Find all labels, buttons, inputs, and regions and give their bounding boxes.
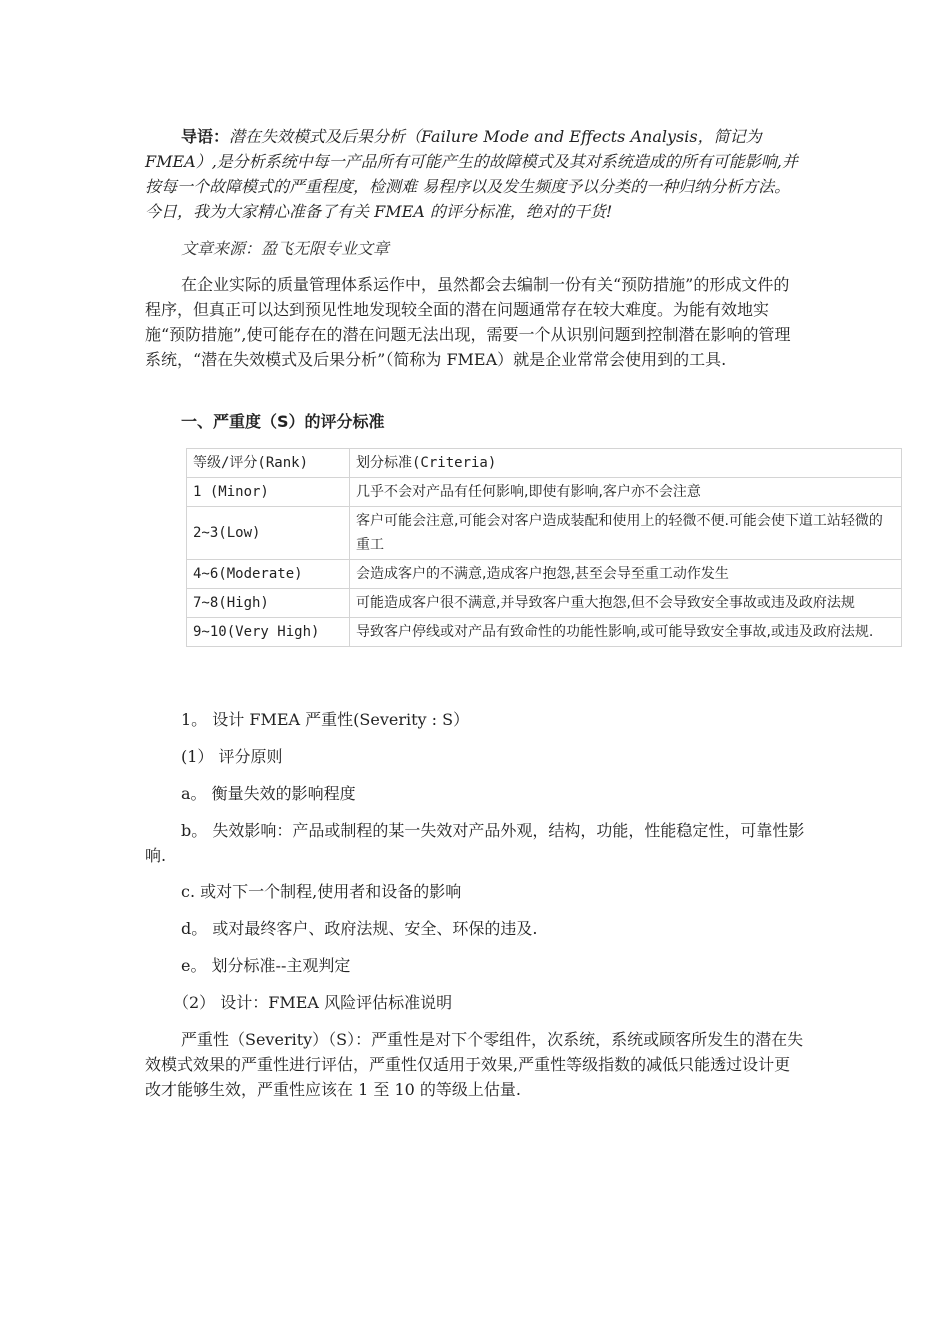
article-source: 文章来源：盈飞无限专业文章 (181, 239, 390, 258)
rank-cell: 9~10(Very High) (187, 618, 350, 647)
intro-paragraph (145, 124, 805, 224)
item-scoring-principle: (1） 评分原则 (181, 747, 283, 766)
body-paragraph-1: 在企业实际的质量管理体系运作中，虽然都会去编制一份有关“预防措施”的形成文件的程序，但真正可以达到预见性地发现较全面的潜在问题通常存在较大难度。为能有效地实施“预防措施”,使可能存在的潜在问题无法出现，需要一个从识别问题到控制潜在影响的管理系统，“潜在失效模式及后果分析”（简称为 FMEA）就是企业常常会使用到的工具. (145, 275, 791, 369)
criteria-cell: 客户可能会注意,可能会对客户造成装配和使用上的轻微不便.可能会使下道工站轻微的重工 (350, 507, 902, 560)
table-row (187, 478, 902, 507)
table-header-row (187, 449, 902, 478)
item-d: d。 或对最终客户、政府法规、安全、环保的违及. (181, 919, 538, 938)
severity-rank-table (186, 448, 902, 647)
table-row (187, 589, 902, 618)
rank-cell: 2~3(Low) (187, 507, 350, 560)
intro-label: 导语： (181, 127, 230, 146)
criteria-cell: 可能造成客户很不满意,并导致客户重大抱怨,但不会导致安全事故或违及政府法规 (350, 589, 902, 618)
table-row (187, 507, 902, 560)
item-design-risk-criteria: （2） 设计：FMEA 风险评估标准说明 (173, 993, 453, 1012)
section-heading-severity: 一、严重度（S）的评分标准 (181, 412, 385, 431)
item-c: c. 或对下一个制程,使用者和设备的影响 (181, 882, 462, 901)
criteria-cell: 导致客户停线或对产品有致命性的功能性影响,或可能导致安全事故,或违及政府法规. (350, 618, 902, 647)
criteria-cell: 会造成客户的不满意,造成客户抱怨,甚至会导至重工动作发生 (350, 560, 902, 589)
table-header-criteria: 划分标准(Criteria) (350, 449, 902, 478)
rank-cell: 4~6(Moderate) (187, 560, 350, 589)
table-header-rank: 等级/评分(Rank) (187, 449, 350, 478)
rank-cell: 1 (Minor) (187, 478, 350, 507)
item-a: a。 衡量失效的影响程度 (181, 784, 356, 803)
table-row (187, 560, 902, 589)
criteria-cell: 几乎不会对产品有任何影响,即使有影响,客户亦不会注意 (350, 478, 902, 507)
intro-text: 潜在失效模式及后果分析（Failure Mode and Effects Analysis，简记为FMEA）,是分析系统中每一产品所有可能产生的故障模式及其对系统造成的所有可能影响,并按每一个故障模式的严重程度，检测难 易程序以及发生频度予以分类的一种归纳分析方法。今日，我为大家精心准备了有关 FMEA 的评分标准，绝对的干货! (145, 127, 798, 221)
item-design-fmea-severity: 1。 设计 FMEA 严重性(Severity : S） (181, 710, 470, 729)
body-paragraph-severity: 严重性（Severity）（S）：严重性是对下个零组件，次系统，系统或顾客所发生的潜在失效模式效果的严重性进行评估，严重性仅适用于效果,严重性等级指数的减低只能透过设计更改才能够生效，严重性应该在 1 至 10 的等级上估量. (145, 1030, 804, 1099)
item-b: b。 失效影响：产品或制程的某一失效对产品外观，结构，功能，性能稳定性，可靠性影响. (145, 821, 805, 865)
item-e: e。 划分标准--主观判定 (181, 956, 351, 975)
table-row (187, 618, 902, 647)
rank-cell: 7~8(High) (187, 589, 350, 618)
